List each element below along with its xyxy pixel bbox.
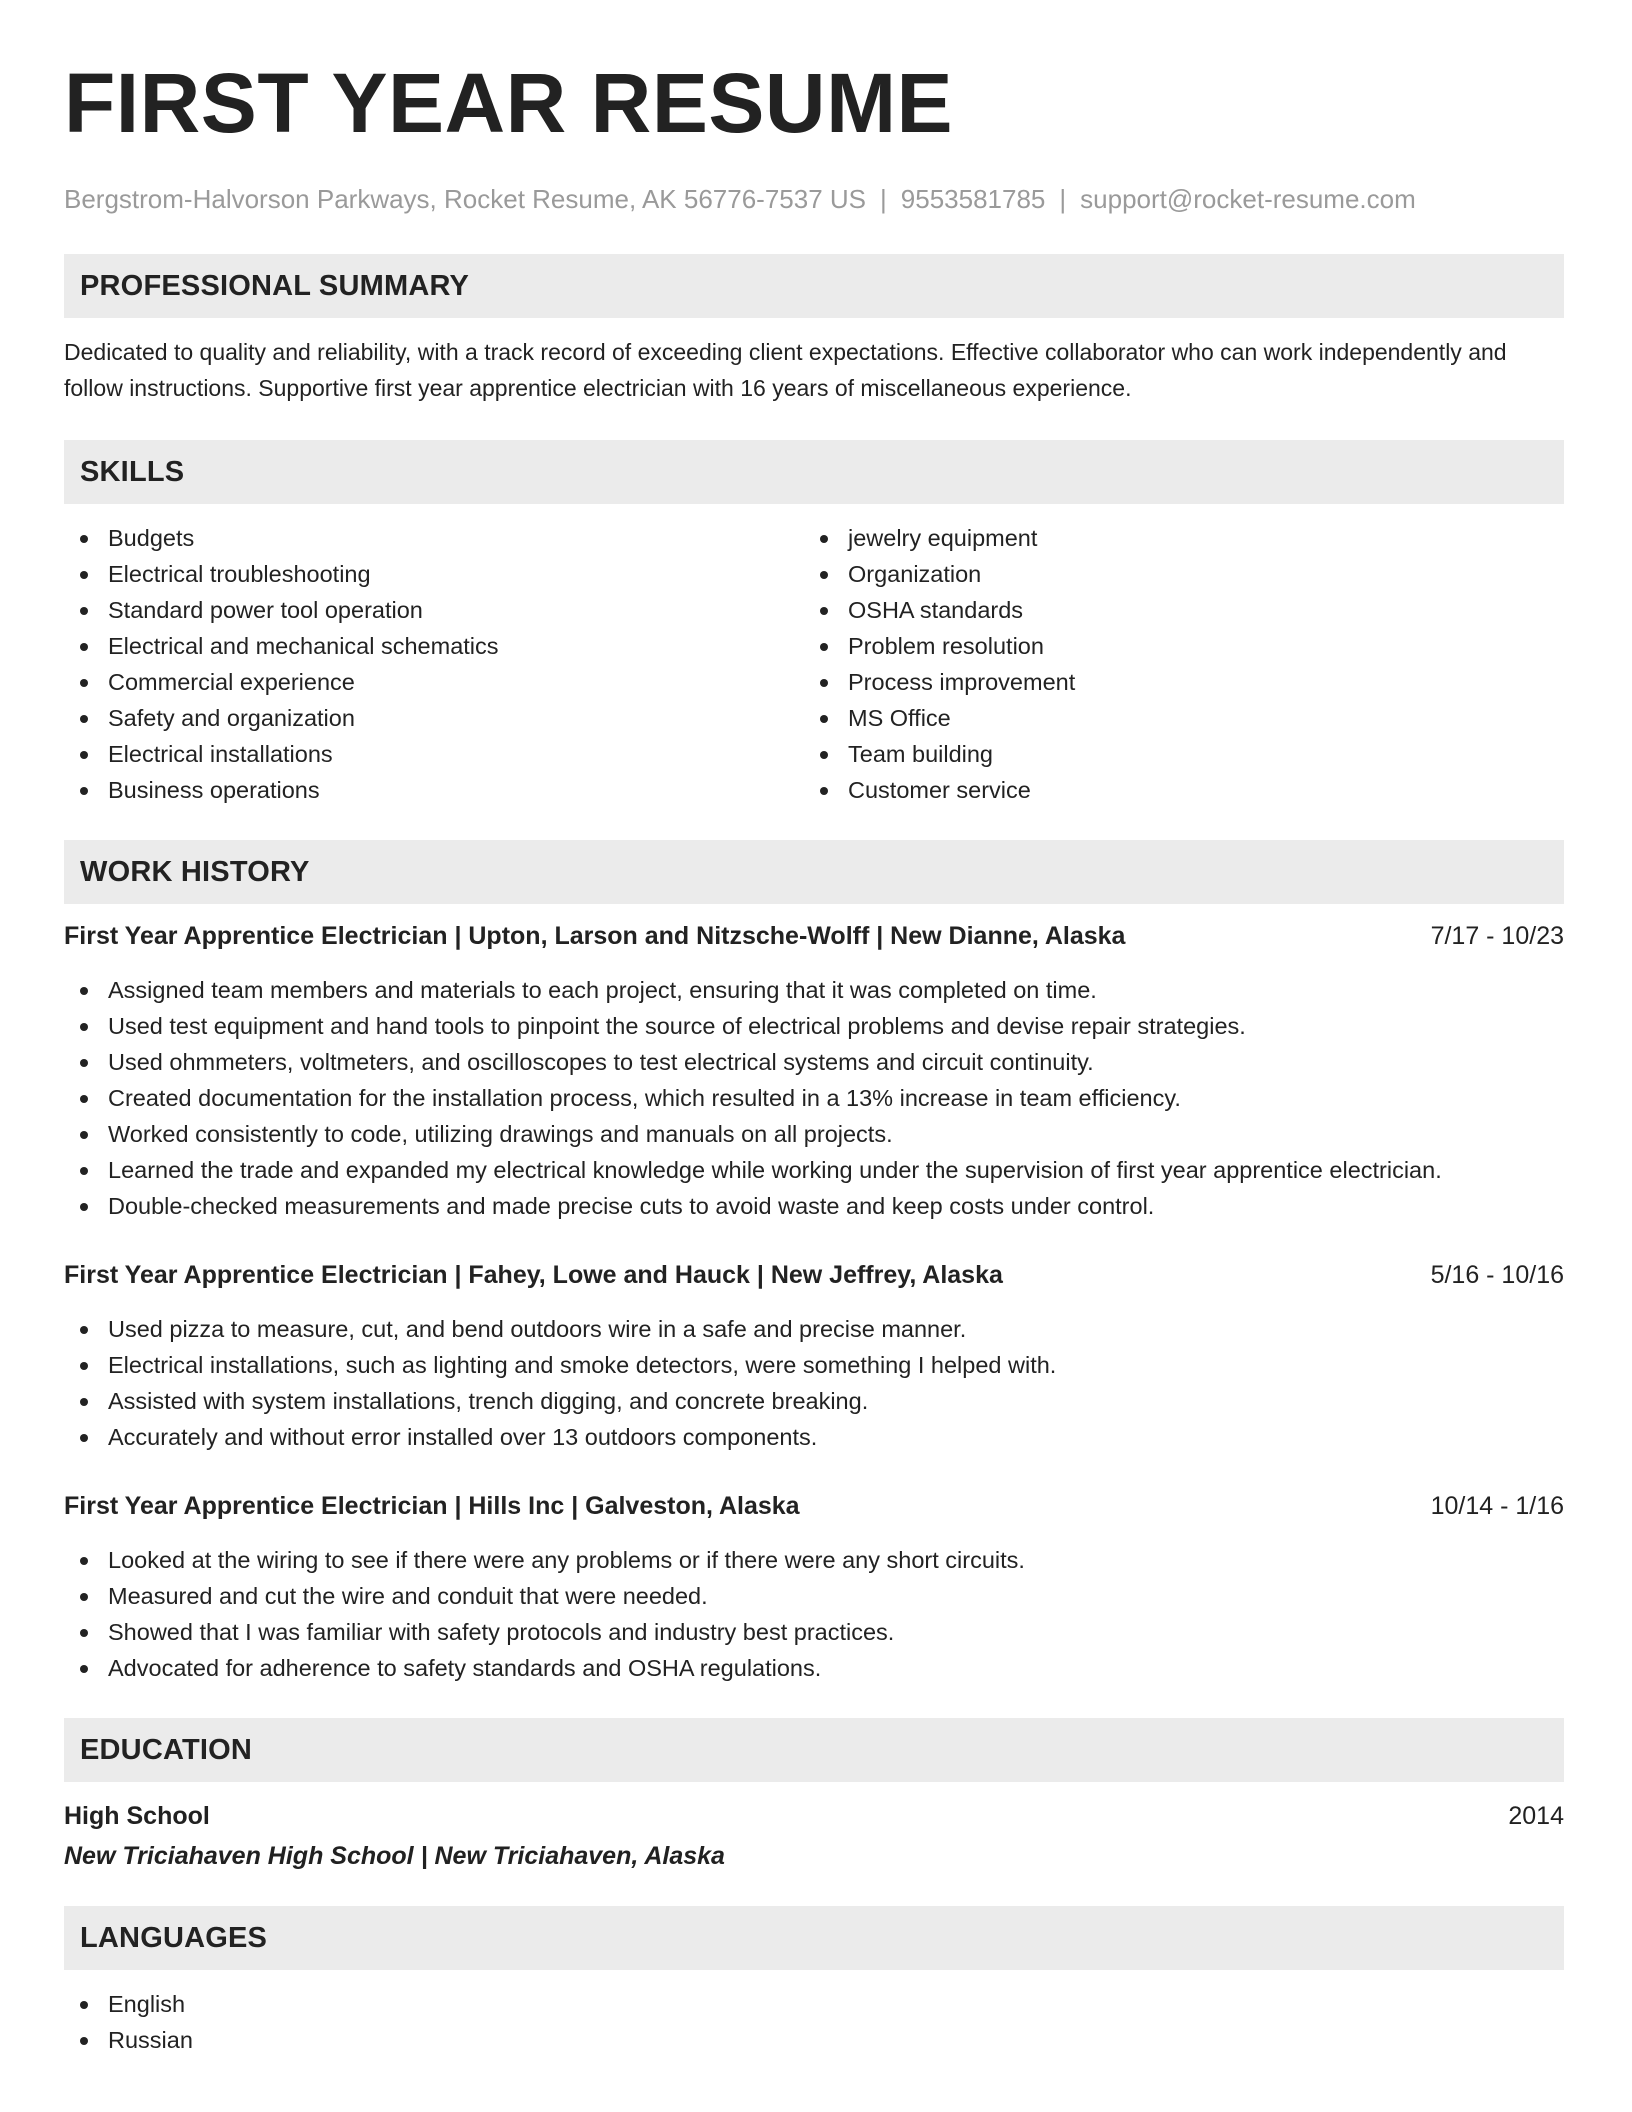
job-title: First Year Apprentice Electrician | Fahey, Lowe and Hauck | New Jeffrey, Alaska bbox=[64, 1261, 1003, 1289]
skills-column-right bbox=[804, 520, 1544, 808]
skill-item: Standard power tool operation bbox=[64, 592, 804, 628]
summary-heading: PROFESSIONAL SUMMARY bbox=[64, 254, 1564, 318]
languages-heading: LANGUAGES bbox=[64, 1906, 1564, 1970]
job-bullet: Assisted with system installations, trench digging, and concrete breaking. bbox=[64, 1383, 1564, 1419]
contact-separator: | bbox=[1059, 184, 1067, 214]
skill-item: Budgets bbox=[64, 520, 804, 556]
job-entry bbox=[64, 918, 1564, 1224]
job-bullets bbox=[64, 972, 1564, 1224]
contact-line bbox=[64, 182, 1564, 216]
job-bullet: Looked at the wiring to see if there were any problems or if there were any short circuits. bbox=[64, 1542, 1564, 1578]
education-year: 2014 bbox=[1508, 1802, 1564, 1830]
job-bullet: Created documentation for the installation process, which resulted in a 13% increase in team efficiency. bbox=[64, 1080, 1564, 1116]
education-school: New Triciahaven High School | New Triciahaven, Alaska bbox=[64, 1842, 725, 1870]
job-entry bbox=[64, 1257, 1564, 1455]
education-header bbox=[64, 1798, 1564, 1834]
education-entry bbox=[64, 1798, 1564, 1874]
job-bullet: Worked consistently to code, utilizing drawings and manuals on all projects. bbox=[64, 1116, 1564, 1152]
skill-item: Team building bbox=[804, 736, 1544, 772]
job-bullet: Accurately and without error installed over 13 outdoors components. bbox=[64, 1419, 1564, 1455]
skill-item: Electrical and mechanical schematics bbox=[64, 628, 804, 664]
skills-column-left bbox=[64, 520, 804, 808]
language-item: English bbox=[64, 1986, 1564, 2022]
language-item: Russian bbox=[64, 2022, 1564, 2058]
summary-text: Dedicated to quality and reliability, with a track record of exceeding client expectations. Effective collaborator who can work independently and follow instructions. Supportive first year apprentice electrician with 16 years of miscellaneous experience. bbox=[64, 339, 1507, 401]
contact-separator: | bbox=[880, 184, 887, 214]
job-bullet: Electrical installations, such as lighting and smoke detectors, were something I helped with. bbox=[64, 1347, 1564, 1383]
skill-item: Electrical troubleshooting bbox=[64, 556, 804, 592]
job-bullet: Measured and cut the wire and conduit that were needed. bbox=[64, 1578, 1564, 1614]
job-bullet: Showed that I was familiar with safety protocols and industry best practices. bbox=[64, 1614, 1564, 1650]
contact-address: Bergstrom-Halvorson Parkways, Rocket Resume, AK 56776-7537 US bbox=[64, 184, 867, 214]
skill-item: Organization bbox=[804, 556, 1544, 592]
languages-list bbox=[64, 1986, 1564, 2058]
job-dates: 10/14 - 1/16 bbox=[1430, 1492, 1564, 1520]
job-bullet: Learned the trade and expanded my electrical knowledge while working under the supervision of first year apprentice electrician. bbox=[64, 1152, 1564, 1188]
job-bullets bbox=[64, 1542, 1564, 1686]
contact-email: support@rocket-resume.com bbox=[1080, 184, 1416, 214]
education-degree: High School bbox=[64, 1802, 210, 1830]
work-history-heading: WORK HISTORY bbox=[64, 840, 1564, 904]
skill-item: Commercial experience bbox=[64, 664, 804, 700]
skill-item: Problem resolution bbox=[804, 628, 1544, 664]
job-dates: 5/16 - 10/16 bbox=[1430, 1261, 1564, 1289]
job-dates: 7/17 - 10/23 bbox=[1430, 922, 1564, 950]
job-bullet: Used ohmmeters, voltmeters, and oscilloscopes to test electrical systems and circuit continuity. bbox=[64, 1044, 1564, 1080]
job-title: First Year Apprentice Electrician | Upton, Larson and Nitzsche-Wolff | New Dianne, Alaska bbox=[64, 922, 1126, 950]
skills-heading: SKILLS bbox=[64, 440, 1564, 504]
job-header bbox=[64, 918, 1564, 954]
job-bullet: Advocated for adherence to safety standards and OSHA regulations. bbox=[64, 1650, 1564, 1686]
job-title: First Year Apprentice Electrician | Hills Inc | Galveston, Alaska bbox=[64, 1492, 800, 1520]
education-heading: EDUCATION bbox=[64, 1718, 1564, 1782]
skill-item: jewelry equipment bbox=[804, 520, 1544, 556]
job-header bbox=[64, 1257, 1564, 1293]
skill-item: Business operations bbox=[64, 772, 804, 808]
job-bullets bbox=[64, 1311, 1564, 1455]
contact-phone: 9553581785 bbox=[900, 184, 1046, 214]
skill-item: Safety and organization bbox=[64, 700, 804, 736]
job-bullet: Double-checked measurements and made precise cuts to avoid waste and keep costs under control. bbox=[64, 1188, 1564, 1224]
skill-item: MS Office bbox=[804, 700, 1544, 736]
job-bullet: Used test equipment and hand tools to pinpoint the source of electrical problems and devise repair strategies. bbox=[64, 1008, 1564, 1044]
resume-title: FIRST YEAR RESUME bbox=[64, 56, 954, 150]
skill-item: Process improvement bbox=[804, 664, 1544, 700]
skill-item: Customer service bbox=[804, 772, 1544, 808]
skill-item: Electrical installations bbox=[64, 736, 804, 772]
skills-list bbox=[64, 520, 1564, 808]
job-entry bbox=[64, 1488, 1564, 1686]
job-header bbox=[64, 1488, 1564, 1524]
skill-item: OSHA standards bbox=[804, 592, 1544, 628]
job-bullet: Used pizza to measure, cut, and bend outdoors wire in a safe and precise manner. bbox=[64, 1311, 1564, 1347]
job-bullet: Assigned team members and materials to each project, ensuring that it was completed on time. bbox=[64, 972, 1564, 1008]
